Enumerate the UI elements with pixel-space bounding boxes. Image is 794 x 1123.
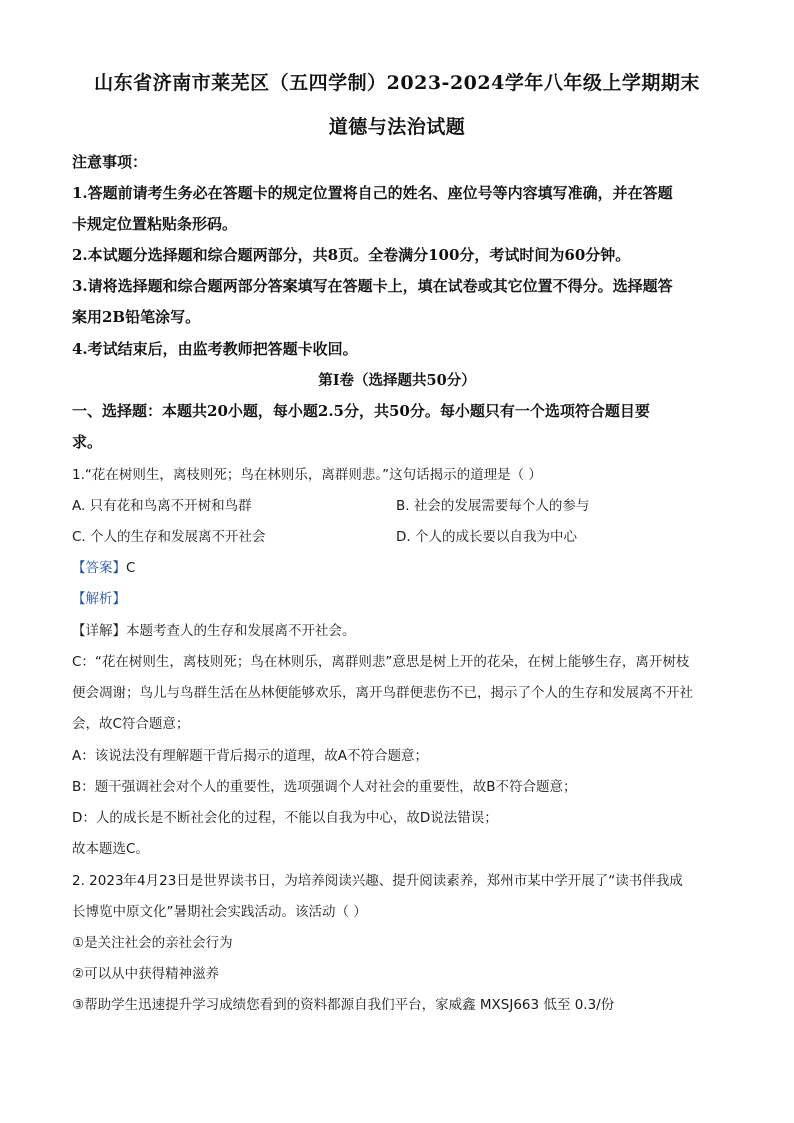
q1-analysis-tag <box>72 587 126 607</box>
q1-stem: 1.“花在树则生，离枝则死；鸟在林则乐，离群则悲。”这句话揭示的道理是（ ） <box>72 467 542 483</box>
q1-option-b: B. 社会的发展需要每个人的参与 <box>396 498 590 514</box>
notice-item-3: 3.请将选择题和综合题两部分答案填写在答题卡上，填在试卷或其它位置不得分。选择题答 <box>72 277 673 295</box>
q2-stem-line-2: 长博览中原文化”暑期社会实践活动。该活动（ ） <box>72 904 367 920</box>
detail-tag: 【详解】 <box>72 623 126 639</box>
q1-explanation-line-6: D：人的成长是不断社会化的过程，不能以自我为中心，故D说法错误； <box>72 810 498 826</box>
notice-item-2: 2.本试题分选择题和综合题两部分，共8页。全卷满分100分，考试时间为60分钟。 <box>72 246 631 264</box>
answer-tag: 【答案】 <box>72 560 126 576</box>
exam-title-line-2: 道德与法治试题 <box>328 116 466 138</box>
answer-value: C <box>126 560 136 576</box>
notice-heading: 注意事项： <box>72 153 148 171</box>
notice-item-1: 1.答题前请考生务必在答题卡的规定位置将自己的姓名、座位号等内容填写准确，并在答题 <box>72 184 673 202</box>
analysis-tag: 【解析】 <box>72 591 126 607</box>
notice-item-1-cont: 卡规定位置粘贴条形码。 <box>72 215 238 233</box>
q1-explanation-line-3: 会，故C符合题意； <box>72 716 190 732</box>
notice-item-4: 4.考试结束后，由监考教师把答题卡收回。 <box>72 340 358 358</box>
section-heading-line-1: 一、选择题：本题共20小题，每小题2.5分，共50分。每小题只有一个选项符合题目要 <box>72 402 650 420</box>
q1-explanation-line-1: C：“花在树则生，离枝则死；鸟在林则乐，离群则悲”意思是树上开的花朵，在树上能够生存，离开树枝 <box>72 654 690 670</box>
q1-option-c: C. 个人的生存和发展离不开社会 <box>72 529 266 545</box>
q1-explanation-line-5: B：题干强调社会对个人的重要性，选项强调个人对社会的重要性，故B不符合题意； <box>72 779 577 795</box>
q2-stem-line-1: 2. 2023年4月23日是世界读书日，为培养阅读兴趣、提升阅读素养，郑州市某中学开展了“读书伴我成 <box>72 873 683 889</box>
q1-option-d: D. 个人的成长要以自我为中心 <box>396 529 577 545</box>
section-heading-line-2: 求。 <box>72 433 103 451</box>
part1-heading: 第I卷（选择题共50分） <box>318 372 476 389</box>
notice-item-3-cont: 案用2B铅笔涂写。 <box>72 308 201 326</box>
detail-text: 本题考查人的生存和发展离不开社会。 <box>126 623 356 639</box>
q2-item-1: ①是关注社会的亲社会行为 <box>72 935 233 951</box>
exam-title-line-1: 山东省济南市莱芜区（五四学制）2023-2024学年八年级上学期期末 <box>94 72 700 94</box>
q2-item-3: ③帮助学生迅速提升学习成绩您看到的资料都源自我们平台，家威鑫 MXSJ663 低至 0.3/份 <box>72 997 615 1013</box>
q1-conclusion: 故本题选C。 <box>72 841 149 857</box>
q1-answer <box>72 556 135 576</box>
q1-detail <box>72 619 356 639</box>
q2-item-2: ②可以从中获得精神滋养 <box>72 966 220 982</box>
q1-explanation-line-4: A：该说法没有理解题干背后揭示的道理，故A不符合题意； <box>72 748 428 764</box>
q1-option-a: A. 只有花和鸟离不开树和鸟群 <box>72 498 252 514</box>
q1-explanation-line-2: 便会凋谢；鸟儿与鸟群生活在丛林便能够欢乐，离开鸟群便悲伤不已，揭示了个人的生存和发展离不开社 <box>72 685 693 701</box>
